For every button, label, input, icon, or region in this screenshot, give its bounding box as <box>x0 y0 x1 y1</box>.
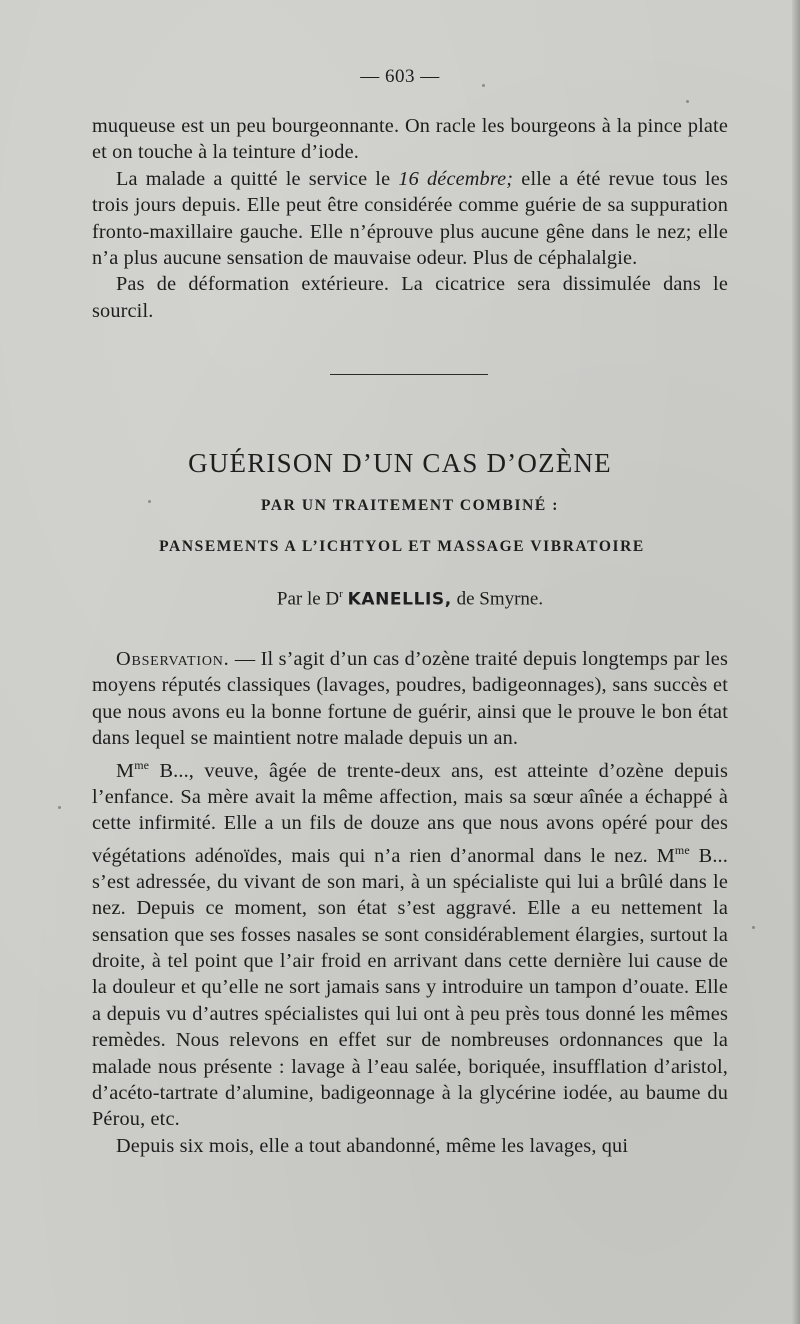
date-italic: 16 décembre; <box>398 167 514 190</box>
paper-speck <box>752 926 755 929</box>
observation-label: Observation. <box>116 648 230 670</box>
article-subtitle: PAR UN TRAITEMENT COMBINÉ : <box>260 497 560 514</box>
paragraph <box>92 752 728 1133</box>
paragraph-text: M <box>116 759 135 782</box>
paragraph-text: — Il s’agit d’un cas d’ozène traité depuis longtemps par les moyens réputés classiques (lavages, poudres, badigeonnages), sans succès et que nous avons eu la bonne fortune de guérir, ainsi que le prouve le bon état dans lequel se maintient notre malade depuis un an. <box>92 648 728 750</box>
paragraph <box>92 166 728 272</box>
page-number: — 603 — <box>360 66 440 87</box>
author-name: KANELLIS, <box>347 589 452 610</box>
byline-superscript: r <box>339 588 343 600</box>
byline-prefix: Par le D <box>276 588 340 610</box>
article-byline <box>0 588 800 610</box>
article-body <box>92 646 728 1159</box>
paragraph-text: B..., veuve, âgée de trente-deux ans, est atteinte d’ozène depuis l’enfance. Sa mère avait la même affection, mais sa sœur aînée a échappé à cette infirmité. Elle a un fils de douze ans que nous avons opéré pour des végétations adénoïdes, mais qui n’a rien d’anormal dans le nez. M <box>92 759 728 867</box>
paragraph: Pas de déformation extérieure. La cicatrice sera dissimulée dans le sourcil. <box>92 273 728 322</box>
paragraph-text: B... s’est adressée, du vivant de son mari, à un spécialiste qui lui a brûlé dans le nez. Depuis ce moment, son état s’est aggravé. Elle a eu nettement la sensation que ses fosses nasales se sont considérablement élargies, surtout la droite, à tel point que l’air froid en arrivant dans cette dernière lui cause de la douleur et qu’elle ne sort jamais sans y introduire un tampon d’ouate. Elle a depuis vu d’autres spécialistes qui lui ont à peu près tous donné les mêmes remèdes. Nous relevons en effet sur de nombreuses ordonnances que la malade nous présente : lavage à l’eau salée, boriquée, insufflation d’aristol, d’acéto-tartrate d’alumine, badigeonnage à la glycérine iodée, au baume du Pérou, etc. <box>92 844 728 1131</box>
paragraph-text: La malade a quitté le service le <box>116 167 399 190</box>
byline-suffix: de Smyrne. <box>451 588 544 610</box>
paragraph: muqueuse est un peu bourgeonnante. On racle les bourgeons à la pince plate et on touche à la teinture d’iode. <box>92 115 728 164</box>
article-title: GUÉRISON D’UN CAS D’OZÈNE <box>188 448 612 478</box>
paragraph: Depuis six mois, elle a tout abandonné, même les lavages, qui <box>116 1134 629 1157</box>
article-subtitle: PANSEMENTS A L’ICHTYOL ET MASSAGE VIBRATOIRE <box>159 538 645 555</box>
paragraph <box>92 646 728 752</box>
section-divider <box>330 374 488 375</box>
page-edge-shadow <box>792 0 800 1324</box>
paper-speck <box>686 100 689 103</box>
previous-article-conclusion <box>92 113 728 324</box>
superscript: me <box>674 842 690 857</box>
superscript: me <box>134 757 150 772</box>
paper-speck <box>58 806 61 809</box>
paragraph-text: elle a été revue tous les trois jours depuis. Elle peut être considérée comme guérie de sa suppuration fronto-maxillaire gauche. Elle n’éprouve plus aucune gêne dans le nez; elle n’a plus aucune sensation de mauvaise odeur. Plus de céphalalgie. <box>92 167 729 270</box>
